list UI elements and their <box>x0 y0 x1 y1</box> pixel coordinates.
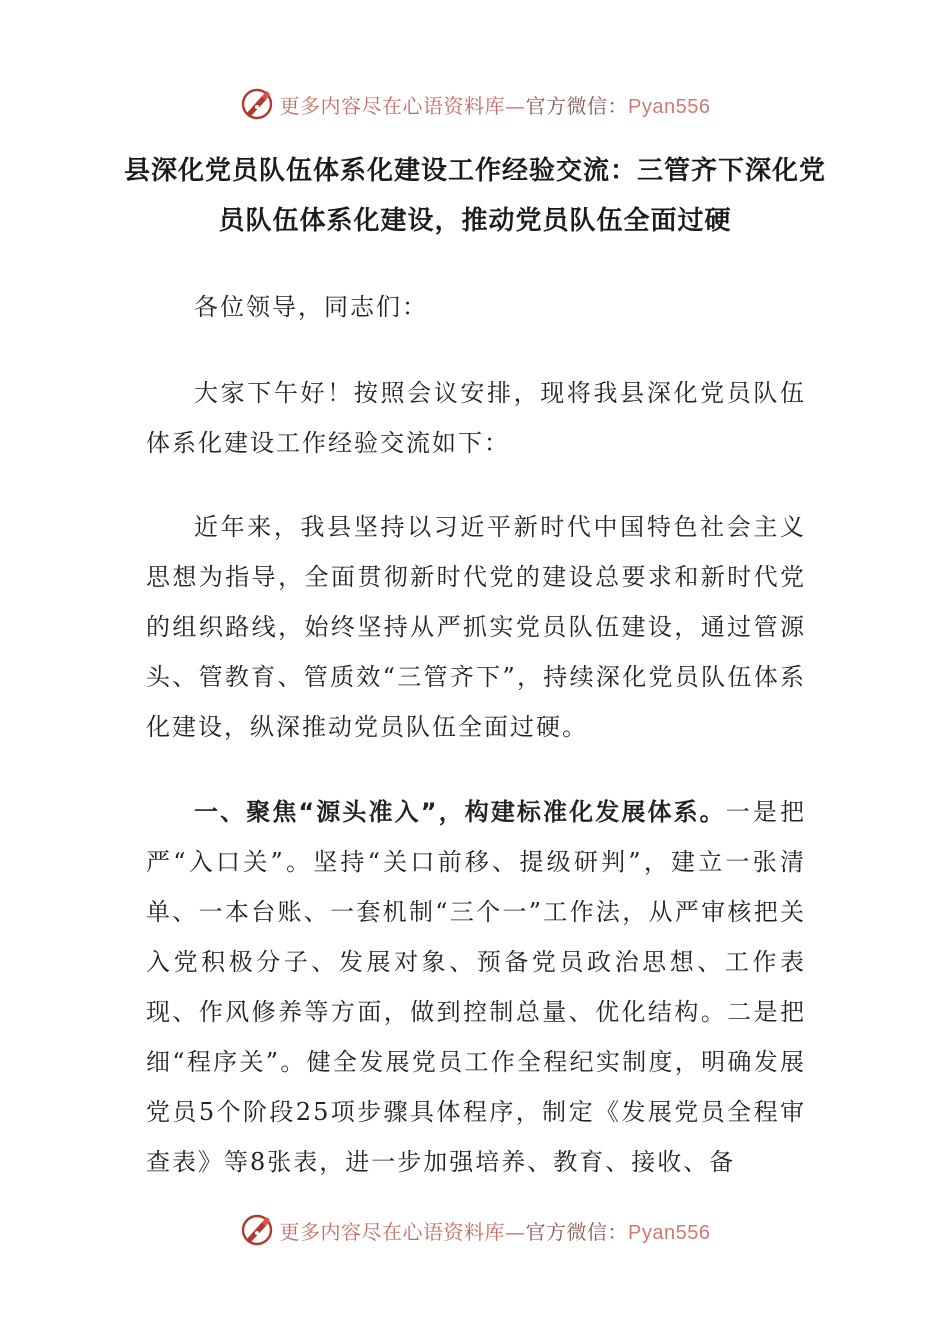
footer-banner-brand: 更多内容尽在心语资料库 <box>279 1219 506 1244</box>
header-banner-separator: — <box>505 93 526 118</box>
header-banner-wechat-label: 官方微信： <box>525 93 629 118</box>
section-1-heading: 一、聚焦“源头准入”，构建标准化发展体系。 <box>194 798 726 826</box>
pen-nib-logo-icon <box>240 87 274 121</box>
footer-banner-separator: — <box>505 1219 526 1244</box>
pen-nib-logo-icon <box>240 1213 274 1247</box>
footer-banner-wechat-id: Pyan556 <box>628 1221 711 1244</box>
salutation: 各位领导，同志们： <box>194 293 428 321</box>
document-body <box>146 282 806 1222</box>
footer-banner-text <box>280 1216 711 1245</box>
header-banner-inner <box>240 87 711 121</box>
greeting-paragraph: 大家下午好！按照会议安排，现将我县深化党员队伍体系化建设工作经验交流如下： <box>146 379 806 457</box>
section-1-paragraph <box>146 787 806 1187</box>
section-1-body: 一是把严“入口关”。坚持“关口前移、提级研判”，建立一张清单、一本台账、一套机制“三个一”工作法，从严审核把关入党积极分子、发展对象、预备党员政治思想、工作表现、作风修养等方面，做到控制总量、优化结构。二是把细“程序关”。健全发展党员工作全程纪实制度，明确发展党员5个阶段25项步骤具体程序，制定《发展党员全程审查表》等8张表，进一步加强培养、教育、接收、备 <box>146 798 807 1176</box>
header-banner-brand: 更多内容尽在心语资料库 <box>279 93 506 118</box>
footer-banner <box>0 1210 950 1250</box>
header-banner-text <box>280 90 711 119</box>
document-title: 县深化党员队伍体系化建设工作经验交流：三管齐下深化党员队伍体系化建设，推动党员队伍全面过硬 <box>123 156 826 236</box>
footer-banner-wechat-label: 官方微信： <box>525 1219 629 1244</box>
header-banner-wechat-id: Pyan556 <box>628 95 711 118</box>
intro-paragraph: 近年来，我县坚持以习近平新时代中国特色社会主义思想为指导，全面贯彻新时代党的建设总要求和新时代党的组织路线，始终坚持从严抓实党员队伍建设，通过管源头、管教育、管质效“三管齐下”，持续深化党员队伍体系化建设，纵深推动党员队伍全面过硬。 <box>146 513 806 741</box>
footer-banner-inner <box>240 1213 711 1247</box>
header-banner <box>0 84 950 124</box>
